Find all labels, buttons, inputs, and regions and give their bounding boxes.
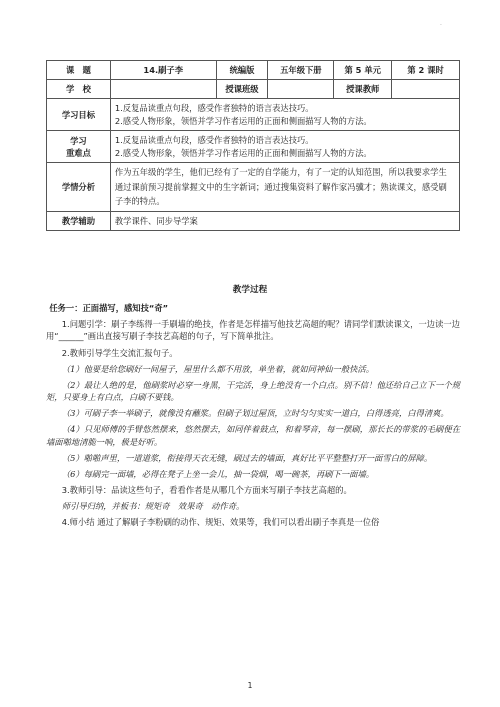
goal-item: 2.感受人物形象，领悟并学习作者运用的正面和侧面描写人物的方法。 (114, 116, 372, 127)
process-body (46, 302, 460, 532)
paragraph: 4.师小结 通过了解刷子李粉刷的动作、规矩、效果等，我们可以看出刷子李真是一位俗 (61, 516, 380, 527)
school-label: 学 校 (47, 80, 111, 99)
goals-label: 学习目标 (47, 99, 111, 131)
quote-sentence: （4）只见师傅的手臂悠然摆来，悠然摆去，如同伴着鼓点，和着琴音，每一摆刷，那长长的带浆的毛刷便在墙面啪地清脆一响，极是好听。 (46, 424, 460, 447)
course-value: 14.刷子李 (110, 61, 216, 80)
course-label: 课 题 (47, 61, 111, 80)
edition-cell: 统编版 (216, 61, 268, 80)
key-point-item: 2.感受人物形象，领悟并学习作者运用的正面和侧面描写人物的方法。 (114, 148, 372, 159)
top-mark: · (440, 22, 442, 29)
table-row-analysis (47, 163, 460, 212)
table-row-aids (47, 211, 460, 230)
grade-cell: 五年级下册 (268, 61, 334, 80)
paragraph: 3.教师引导：品读这些句子，看看作者是从哪几个方面来写刷子李技艺高超的。 (61, 484, 352, 495)
page-number: 1 (247, 681, 253, 690)
aids-label: 教学辅助 (47, 211, 111, 230)
key-points-content (110, 131, 459, 163)
quote-sentence: （2）最让人绝的是，他刷浆时必穿一身黑，干完活，身上绝没有一个白点。别不信！他还给自己立下一个规矩，只要身上有白点，白刷不要钱。 (46, 379, 460, 402)
quote-sentence: （6）每刷完一面墙，必得在凳子上坐一会儿，抽一袋烟，喝一碗茶，再刷下一面墙。 (61, 468, 375, 479)
paragraph: 2.教师引导学生交流汇报句子。 (61, 347, 178, 358)
unit-cell: 第 5 单元 (334, 61, 392, 80)
table-row-goals (47, 99, 460, 131)
analysis-label: 学情分析 (47, 163, 111, 212)
quote-sentence: （5）啪啪声里，一道道浆，衔接得天衣无缝，刷过去的墙面，真好比平平整整打开一面雪白的屏障。 (61, 452, 433, 463)
goals-content (110, 99, 459, 131)
analysis-content: 作为五年级的学生，他们已经有了一定的自学能力，有了一定的认知范围，所以我要求学生通过课前预习提前掌握文中的生字新词；通过搜集资料了解作家冯骥才；熟读课文，感受刷子李的特点。 (110, 163, 459, 212)
teacher-label: 授课教师 (334, 80, 392, 99)
class-label: 授课班级 (216, 80, 268, 99)
task-heading: 任务一：正面描写，感知技“奇” (49, 303, 169, 313)
key-points-label-line1: 学习 (70, 135, 87, 146)
paragraph: 1.问题引学：刷子李练得一手刷墙的绝技，作者是怎样描写他技艺高超的呢？请同学们默读课文，一边读一边用“______”画出直接写刷子李技艺高超的句子，写下简单批注。 (46, 319, 460, 342)
table-row-key-points (47, 131, 460, 163)
teacher-value (392, 80, 460, 99)
table-row-school (47, 80, 460, 99)
class-value (268, 80, 334, 99)
lesson-info-table (46, 60, 460, 231)
aids-content: 教学课件、同步导学案 (110, 211, 459, 230)
quote-sentence: （3）可刷子李一举刷子，就像没有蘸浆。但刷子划过屋顶，立时匀匀实实一道白，白得透亮，白得清爽。 (61, 408, 449, 419)
period-cell: 第 2 课时 (392, 61, 460, 80)
school-value (110, 80, 216, 99)
section-title: 教学过程 (232, 285, 268, 295)
goal-item: 1.反复品读重点句段，感受作者独特的语言表达技巧。 (114, 103, 314, 113)
key-points-label (47, 131, 111, 163)
quote-sentence: （1）他要是给您刷好一间屋子，屋里什么都不用放，单坐着，就如同神仙一般快活。 (61, 363, 375, 374)
key-points-label-line2: 重难点 (65, 147, 91, 158)
board-writing: 师引导归纳，并板书：规矩奇 效果奇 动作奇。 (61, 500, 245, 511)
key-point-item: 1.反复品读重点句段，感受作者独特的语言表达技巧。 (114, 135, 314, 146)
table-row-course (47, 61, 460, 80)
